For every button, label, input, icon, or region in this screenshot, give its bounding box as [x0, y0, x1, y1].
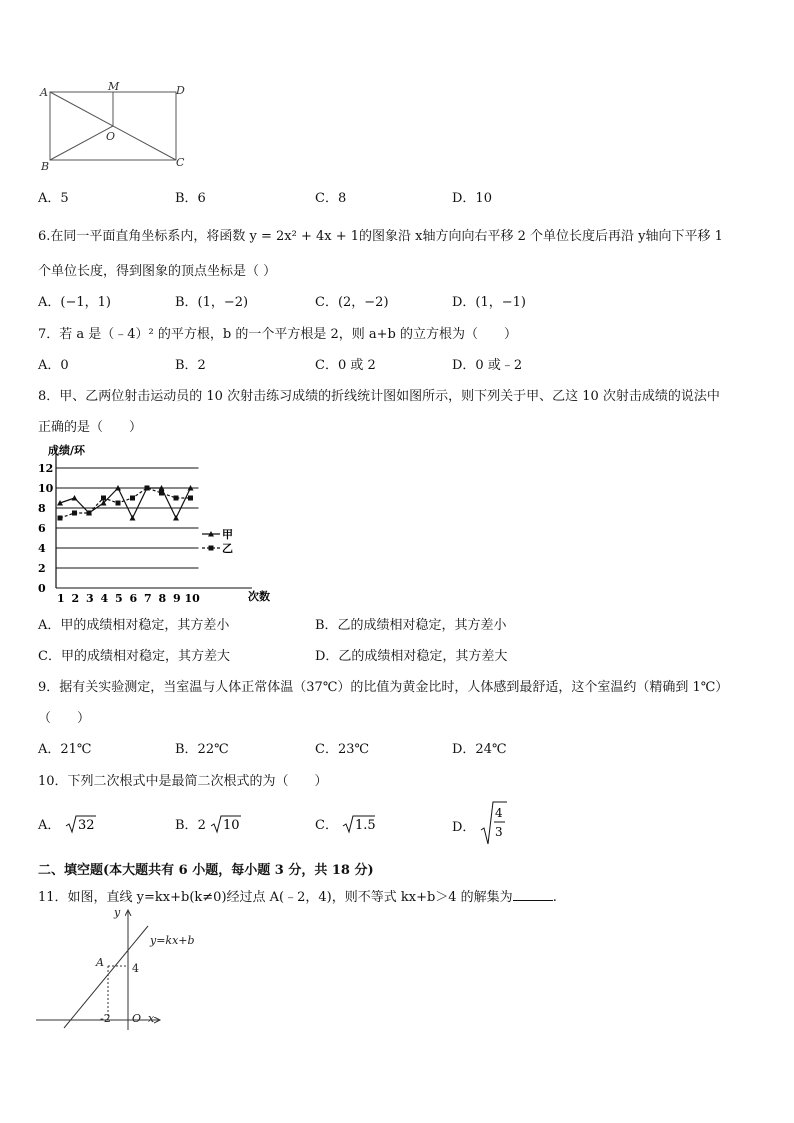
q11-answer-blank [513, 888, 553, 901]
legend-marker-乙 [209, 546, 214, 551]
q10-option-b-coef: 2 [197, 818, 206, 833]
y-tick-label-10: 10 [38, 482, 54, 495]
q10-option-c-radicand: 1.5 [355, 818, 376, 833]
q10-option-c [315, 814, 376, 834]
q8-option-a: A．甲的成绩相对稳定，其方差小 [38, 618, 230, 633]
label-m: M [108, 80, 120, 93]
q7-option-d: D．0 或﹣2 [452, 358, 523, 373]
q5-option-c: C．8 [315, 191, 347, 206]
origin-label: O [132, 1012, 142, 1025]
q6-option-b: B．(1，−2) [175, 295, 249, 310]
x-tick-label-6: 6 [129, 592, 138, 605]
chart-ylabel: 成绩/环 [48, 444, 86, 457]
linear-function-figure [34, 904, 204, 1032]
line-equation: y=kx+b [150, 934, 195, 947]
q7-option-a: A．0 [38, 358, 69, 373]
q6-stem-line1: 6.在同一平面直角坐标系内，将函数 y = 2x² + 4x + 1的图象沿 x轴方向向右平移 2 个单位长度后再沿 y轴向下平移 1 [38, 229, 723, 244]
rectangle-figure [36, 80, 196, 172]
sqrt-32 [65, 814, 97, 834]
label-c: C [176, 156, 185, 169]
x-tick-label-7: 7 [144, 592, 152, 605]
x-tick-label-4: 4 [100, 592, 109, 605]
q9-option-d: D．24℃ [452, 742, 507, 757]
q8-option-b: B．乙的成绩相对稳定，其方差小 [315, 618, 507, 633]
q10-option-a [38, 814, 97, 834]
q5-option-a: A．5 [38, 191, 69, 206]
q10-option-b-radicand: 10 [222, 818, 240, 833]
q9-option-b: B．22℃ [175, 742, 229, 757]
y-tick-label-12: 12 [38, 462, 54, 475]
point-乙-3 [87, 511, 92, 516]
q10-option-d-prefix: D． [452, 820, 476, 835]
x-tick-label-8: 8 [158, 592, 167, 605]
segment-bo [50, 126, 116, 160]
q10-option-a-prefix: A． [38, 818, 61, 833]
q10-option-b-prefix: B． [175, 818, 198, 833]
x-axis-label: x [148, 1012, 155, 1025]
legend-label-甲: 甲 [222, 528, 233, 541]
q9-option-c: C．23℃ [315, 742, 370, 757]
y-tick-label-4: 4 [38, 542, 46, 555]
point-甲-2 [72, 495, 78, 501]
y-tick-label-8: 8 [38, 502, 46, 515]
point-乙-4 [101, 496, 106, 501]
q8-option-d: D．乙的成绩相对稳定，其方差大 [315, 649, 508, 664]
section-2-heading: 二、填空题(本大题共有 6 小题，每小题 3 分，共 18 分) [38, 863, 374, 878]
point-a-label: A [96, 956, 104, 969]
q9-paren: （ ） [38, 711, 91, 726]
sqrt-1-5 [342, 814, 376, 834]
q10-option-b [175, 814, 242, 834]
label-a: A [40, 86, 48, 99]
q7-stem: 7．若 a 是（﹣4）² 的平方根，b 的一个平方根是 2，则 a+b 的立方根为（ ） [38, 327, 517, 342]
legend-label-乙: 乙 [222, 542, 233, 555]
q11-stem-end: . [552, 890, 557, 905]
q10-stem: 10．下列二次根式中是最简二次根式的为（ ） [38, 774, 328, 789]
point-乙-9 [174, 496, 179, 501]
q7-option-b: B．2 [175, 358, 206, 373]
point-乙-2 [72, 511, 77, 516]
x-tick-label-1: 1 [57, 592, 65, 605]
q9-option-a: A．21℃ [38, 742, 92, 757]
x-tick-label-9: 9 [173, 592, 181, 605]
point-乙-5 [116, 501, 121, 506]
label-o: O [106, 130, 116, 143]
q7-option-c: C．0 或 2 [315, 358, 376, 373]
point-甲-9 [173, 515, 179, 521]
point-乙-8 [159, 491, 164, 496]
x-tick-label-5: 5 [115, 592, 123, 605]
x-tick-label-2: 2 [71, 592, 80, 605]
q5-option-b: B．6 [175, 191, 206, 206]
q8-option-c: C．甲的成绩相对稳定，其方差大 [38, 649, 230, 664]
label-b: B [41, 160, 50, 172]
q10-option-a-radicand: 32 [77, 818, 95, 833]
label-d: D [176, 84, 185, 97]
q10-option-c-prefix: C． [315, 818, 338, 833]
q10-option-d-den: 3 [494, 825, 503, 839]
sqrt-10 [210, 814, 242, 834]
x-value-neg2: -2 [100, 1012, 111, 1025]
point-甲-6 [130, 515, 136, 521]
q9-stem: 9．据有关实验测定，当室温与人体正常体温（37℃）的比值为黄金比时，人体感到最舒适，这个室温约（精确到 1℃） [38, 680, 729, 695]
point-乙-7 [145, 486, 150, 491]
y-axis-label: y [114, 906, 121, 919]
score-line-chart [30, 440, 270, 606]
q8-stem-line2: 正确的是（ ） [38, 420, 143, 435]
x-tick-label-3: 3 [86, 592, 94, 605]
q11-stem [38, 886, 557, 905]
q6-option-a: A．(−1，1) [38, 295, 111, 310]
point-乙-1 [58, 516, 63, 521]
q6-stem-line2: 个单位长度，得到图象的顶点坐标是（ ） [38, 264, 277, 279]
q11-stem-text: 11．如图，直线 y=kx+b(k≠0)经过点 A(﹣2，4)，则不等式 kx+b＞4 的解集为 [38, 890, 513, 905]
chart-xlabel: 次数 [248, 590, 270, 603]
y-tick-label-6: 6 [38, 522, 46, 535]
point-乙-10 [188, 496, 193, 501]
x-tick-label-10: 10 [184, 592, 200, 605]
q8-stem-line1: 8．甲、乙两位射击运动员的 10 次射击练习成绩的折线统计图如图所示，则下列关于甲、乙这 10 次射击成绩的说法中 [38, 389, 720, 404]
sqrt-fraction-4-3 [480, 800, 508, 846]
q10-option-d-num: 4 [494, 806, 503, 820]
y-tick-label-0: 0 [38, 582, 46, 595]
q10-option-d [452, 800, 508, 846]
y-value-4: 4 [132, 962, 139, 975]
y-tick-label-2: 2 [38, 562, 46, 575]
point-乙-6 [130, 496, 135, 501]
q6-option-d: D．(1，−1) [452, 295, 527, 310]
q6-option-c: C．(2，−2) [315, 295, 389, 310]
q5-option-d: D．10 [452, 191, 492, 206]
